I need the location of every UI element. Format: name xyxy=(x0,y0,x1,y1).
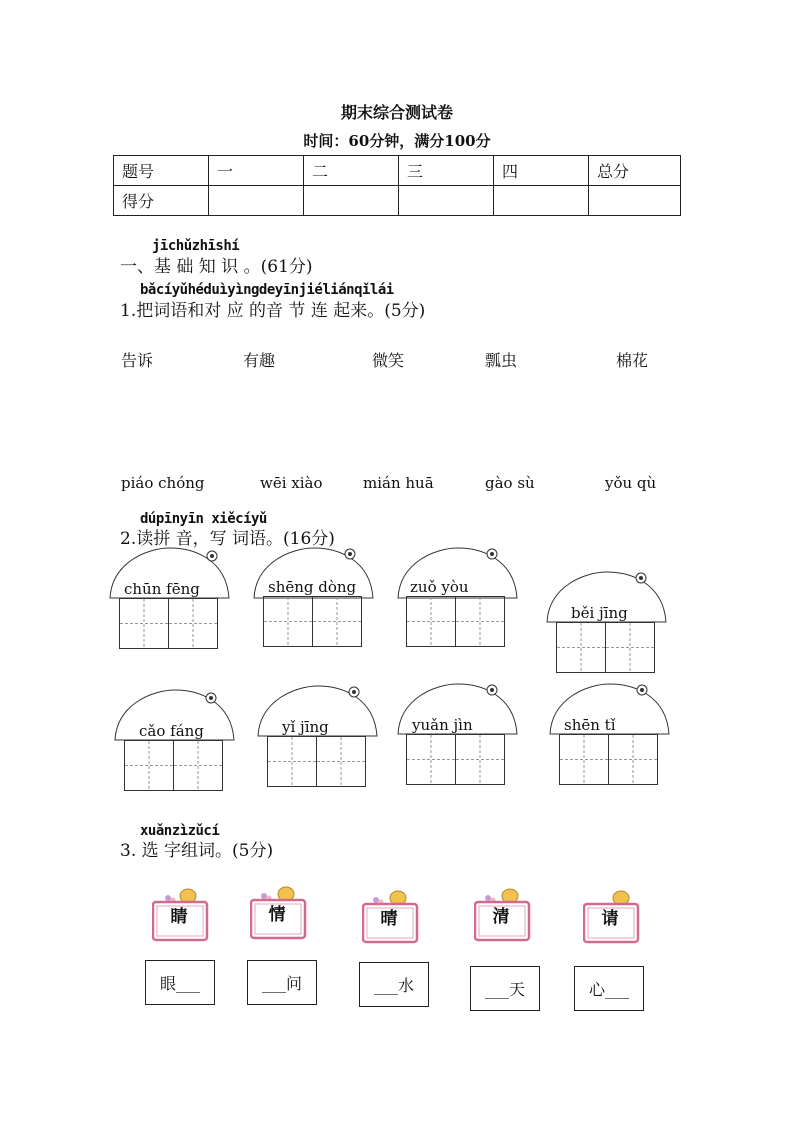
char-card[interactable] xyxy=(250,886,304,926)
tianzige-grid[interactable] xyxy=(556,622,656,674)
q2-pinyin: dúpīnyīn xiěcíyǔ xyxy=(140,511,267,527)
table-cell: 二 xyxy=(304,156,399,186)
tianzige-grid[interactable] xyxy=(124,740,224,792)
score-table-score-row xyxy=(114,186,681,216)
house-pinyin: běi jīng xyxy=(571,604,628,622)
score-input-cell[interactable] xyxy=(304,186,399,216)
fill-blank-box[interactable]: ___水 xyxy=(359,962,429,1007)
pinyin-item[interactable]: gào sù xyxy=(485,474,535,492)
tianzige-grid[interactable] xyxy=(559,734,659,786)
fill-blank-box[interactable]: ___问 xyxy=(247,960,317,1005)
char-card-label: 晴 xyxy=(380,909,398,929)
score-input-cell[interactable] xyxy=(209,186,304,216)
section1-heading: 一、基 础 知 识 。(61分) xyxy=(120,257,313,277)
fill-blank-box[interactable]: 心___ xyxy=(574,966,644,1011)
word-item[interactable]: 微笑 xyxy=(372,351,405,370)
char-card[interactable] xyxy=(152,888,206,928)
score-table-header-row xyxy=(114,156,681,186)
house-pinyin: chūn fēng xyxy=(124,580,200,598)
pinyin-house xyxy=(108,546,232,650)
pinyin-house xyxy=(396,682,520,786)
q3-pinyin: xuǎnzìzǔcí xyxy=(140,823,220,839)
word-item[interactable]: 有趣 xyxy=(243,351,276,370)
tianzige-grid[interactable] xyxy=(406,596,506,648)
word-item[interactable]: 告诉 xyxy=(121,351,154,370)
house-pinyin: zuǒ yòu xyxy=(410,578,469,596)
house-pinyin: cǎo fáng xyxy=(139,722,204,740)
pinyin-house xyxy=(396,546,520,650)
pinyin-house xyxy=(548,682,672,786)
pinyin-house xyxy=(252,546,376,650)
score-input-cell[interactable] xyxy=(589,186,681,216)
table-cell: 四 xyxy=(494,156,589,186)
fill-blank-box[interactable]: 眼___ xyxy=(145,960,215,1005)
char-card-label: 睛 xyxy=(170,907,188,927)
table-cell: 题号 xyxy=(114,156,209,186)
section1-pinyin: jīchǔzhīshí xyxy=(152,238,240,254)
q1-pinyin: bǎcíyǔhéduìyìngdeyīnjiéliánqǐlái xyxy=(140,282,394,298)
table-cell: 三 xyxy=(399,156,494,186)
q1-heading: 1.把词语和对 应 的音 节 连 起来。(5分) xyxy=(120,301,426,321)
word-item[interactable]: 瓢虫 xyxy=(485,351,518,370)
tianzige-grid[interactable] xyxy=(406,734,506,786)
score-table xyxy=(113,155,681,216)
house-pinyin: yuǎn jìn xyxy=(412,716,473,734)
house-pinyin: yǐ jīng xyxy=(282,718,329,736)
pinyin-item[interactable]: mián huā xyxy=(363,474,434,492)
table-cell: 总分 xyxy=(589,156,681,186)
pinyin-item[interactable]: piáo chóng xyxy=(121,474,205,492)
score-input-cell[interactable] xyxy=(494,186,589,216)
char-card-label: 情 xyxy=(268,905,286,925)
pinyin-house xyxy=(113,688,237,792)
char-card-label: 清 xyxy=(492,907,510,927)
pinyin-item[interactable]: wēi xiào xyxy=(260,474,323,492)
char-card[interactable] xyxy=(583,890,637,930)
page-subtitle: 时间：60分钟，满分100分 xyxy=(303,132,491,150)
house-pinyin: shēng dòng xyxy=(268,578,357,596)
char-card-label: 请 xyxy=(601,909,619,929)
q2-heading: 2.读拼 音，写 词语。(16分) xyxy=(120,529,335,549)
word-item[interactable]: 棉花 xyxy=(616,351,649,370)
q3-heading: 3. 选 字组词。(5分) xyxy=(120,841,274,861)
page-title: 期末综合测试卷 xyxy=(340,103,453,122)
table-cell: 得分 xyxy=(114,186,209,216)
score-input-cell[interactable] xyxy=(399,186,494,216)
house-pinyin: shēn tǐ xyxy=(564,716,616,734)
fill-blank-box[interactable]: ___天 xyxy=(470,966,540,1011)
tianzige-grid[interactable] xyxy=(119,598,219,650)
char-card[interactable] xyxy=(362,890,416,930)
table-cell: 一 xyxy=(209,156,304,186)
pinyin-house xyxy=(256,684,380,788)
tianzige-grid[interactable] xyxy=(267,736,367,788)
pinyin-house xyxy=(545,570,669,674)
pinyin-item[interactable]: yǒu qù xyxy=(605,474,657,492)
char-card[interactable] xyxy=(474,888,528,928)
tianzige-grid[interactable] xyxy=(263,596,363,648)
